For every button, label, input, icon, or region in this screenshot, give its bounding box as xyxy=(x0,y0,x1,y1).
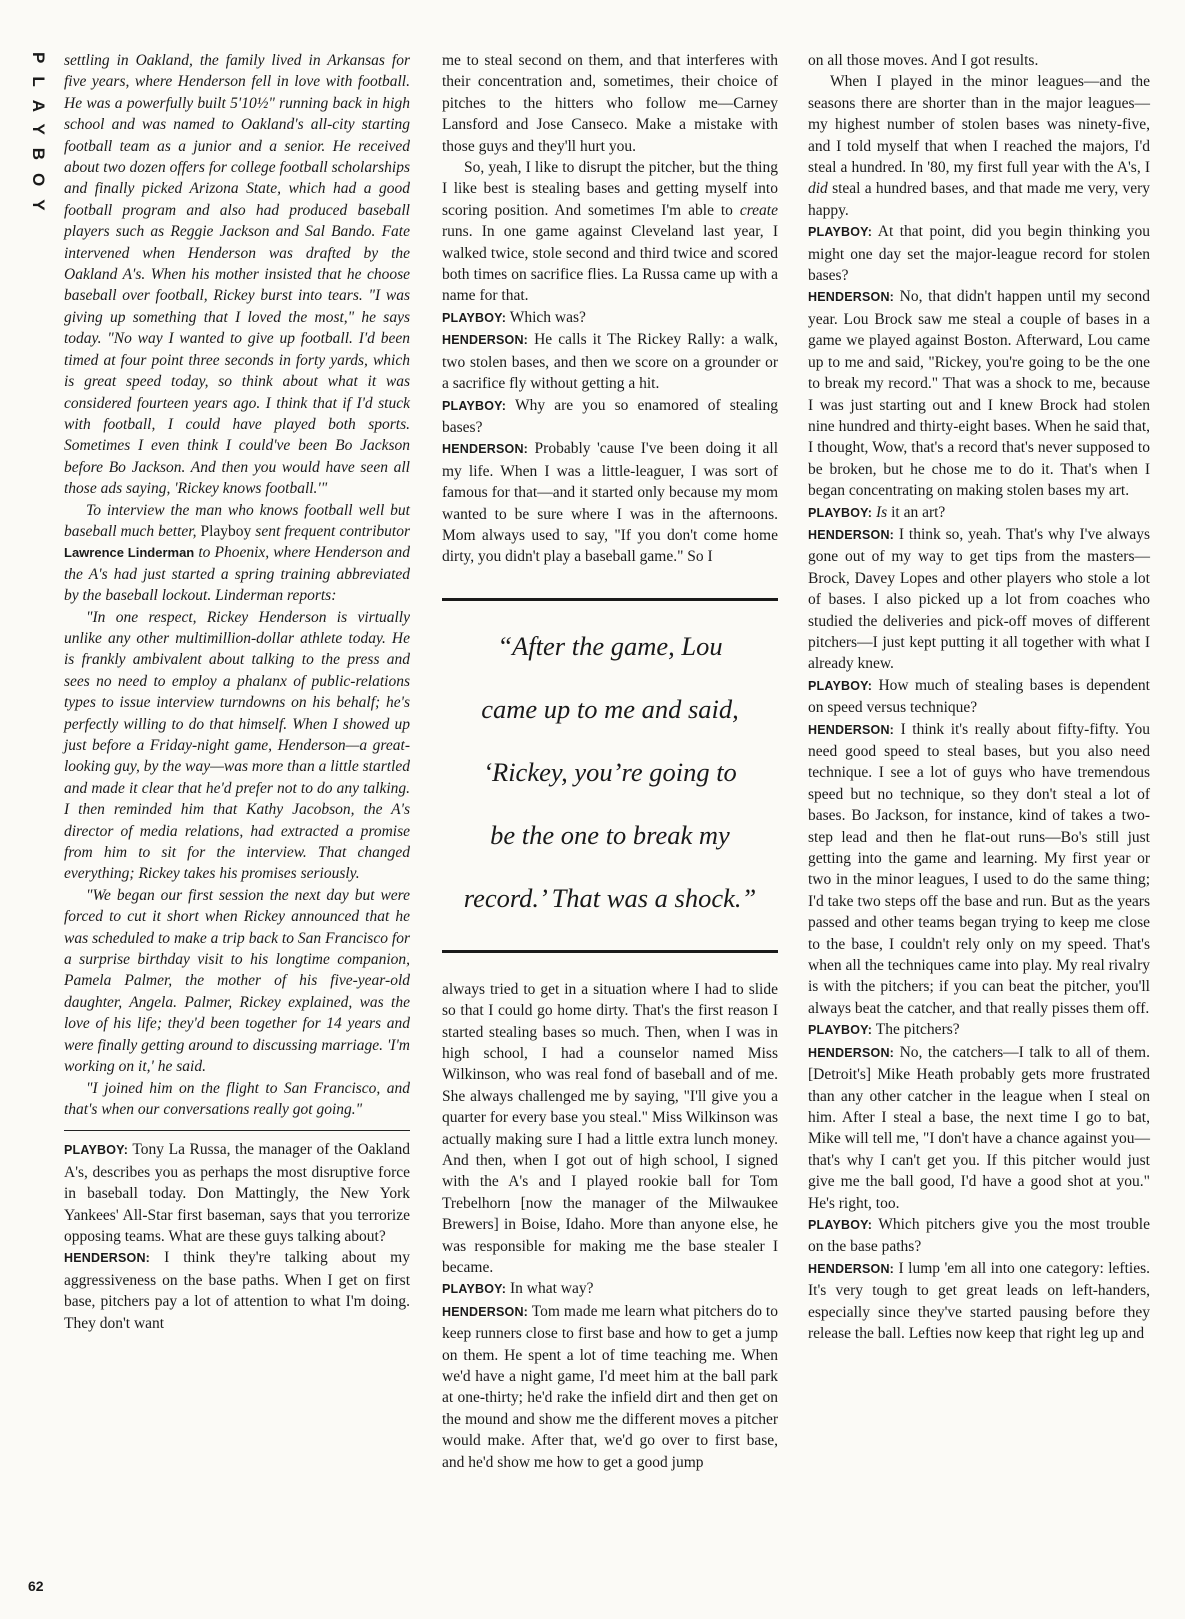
interview-answer: me to steal second on them, and that interferes with their concentration and, sometimes, their choice of pitches to the hitters who follow me—Carney Lansford and Jose Canseco. Make a mistake with those guys and they'll hurt you. xyxy=(442,52,778,155)
intro-paragraph: "We began our first session the next day but were forced to cut it short when Rickey announced that he was scheduled to make a trip back to San Francisco for a surprise birthday visit to his longtime companion, Pamela Palmer, the mother of his five-year-old daughter, Angela. Palmer, Rickey explained, was the love of his life; they'd been together for 14 years and were finally getting around to discussing marriage. 'I'm working on it,' he said. xyxy=(64,886,410,1076)
speaker-label: HENDERSON: xyxy=(808,1261,895,1276)
speaker-label: PLAYBOY: xyxy=(808,1023,873,1038)
speaker-label: HENDERSON: xyxy=(808,722,895,737)
interview-answer: HENDERSON: No, the catchers—I talk to all of them. [Detroit's] Mike Heath probably gets more frustrated than any other catcher in the league when I steal on him. After I steal a base, the next time I go to bat, Mike will tell me, "I don't have a chance against you—that's why I can't get you. If this pitcher would just give me the ball good, I'd have a good shot at you." He's right, too. xyxy=(808,1043,1150,1212)
pull-quote-line: record.’ That was a shock.” xyxy=(463,882,757,913)
interview-question: PLAYBOY: How much of stealing bases is dependent on speed versus technique? xyxy=(808,676,1150,717)
interview-question: PLAYBOY: Is it an art? xyxy=(808,503,946,521)
speaker-label: HENDERSON: xyxy=(442,1304,529,1319)
interview-answer: always tried to get in a situation where I had to slide so that I could go home dirty. That's the first reason I started stealing bases so much. Then, when I was in high school, I had a counselor named Miss Wilkinson, who was real fond of baseball and of me. She always challenged me by saying, "I'll give you a quarter for every base you steal." Miss Wilkinson was actually making sure I had a little extra lunch money. And then, when I got out of high school, I signed with the A's and I played rookie ball for Tom Trebelhorn [now the manager of the Milwaukee Brewers] in Boise, Idaho. More than anyone else, he was responsible for making me the base stealer I became. xyxy=(442,980,778,1277)
interview-answer: HENDERSON: No, that didn't happen until my second year. Lou Brock saw me steal a couple of bases in a game we played against Boston. Afterward, Lou came up to me and said, "Rickey, you're going to be the one to break my record." That was a shock to me, because I was just starting out and I knew Brock had stolen nine hundred and thirty-eight bases. When he said that, I thought, Wow, that's a record that's never supposed to be broken, but he chose me to do it. That's when I began concentrating on making stolen bases my art. xyxy=(808,288,1150,500)
interview-answer: HENDERSON: I lump 'em all into one category: lefties. It's very tough to get great leads on left-handers, especially since they've started pausing before they release the ball. Lefties now keep that right leg up and xyxy=(808,1259,1150,1342)
speaker-label: HENDERSON: xyxy=(64,1251,151,1266)
speaker-label: PLAYBOY: xyxy=(442,310,507,325)
intro-paragraph: "I joined him on the flight to San Francisco, and that's when our conversations really got going." xyxy=(64,1079,410,1118)
pull-quote-line: “After the game, Lou xyxy=(497,630,723,661)
pull-quote-line: be the one to break my xyxy=(490,819,730,850)
speaker-label: PLAYBOY: xyxy=(442,398,507,413)
interview-question: PLAYBOY: At that point, did you begin thinking you might one day set the major-league record for stolen bases? xyxy=(808,223,1150,285)
column-1 xyxy=(64,50,410,1334)
page-number: 62 xyxy=(28,1578,44,1594)
intro-paragraph: To interview the man who knows football well but baseball much better, Playboy sent frequent contributor Lawrence Linderman to Phoenix, where Henderson and the A's had just started a spring training abbreviated by the baseball lockout. Linderman reports: xyxy=(64,501,410,605)
interview-answer: So, yeah, I like to disrupt the pitcher, but the thing I like best is stealing bases and getting myself into scoring position. And sometimes I'm able to create runs. In one game against Cleveland last year, I walked twice, stole second and third twice and scored both times on sacrifice flies. La Russa came up with a name for that. xyxy=(442,159,778,305)
column-2 xyxy=(442,50,778,1473)
interview-answer: HENDERSON: I think they're talking about my aggressiveness on the base paths. When I get on first base, pitchers pay a lot of attention to what I'm doing. They don't want xyxy=(64,1249,410,1332)
magazine-name: PLAYBOY xyxy=(29,52,48,224)
column-3 xyxy=(808,50,1150,1344)
pull-quote-line: came up to me and said, xyxy=(481,693,739,724)
intro-paragraph: "In one respect, Rickey Henderson is virtually unlike any other multimillion-dollar athlete today. He is frankly ambivalent about talking to the press and sees no need to employ a phalanx of public-relations types to issue interview turndowns on his behalf; he's perfectly willing to do that himself. When I showed up just before a Friday-night game, Henderson—a great-looking guy, by the way—was more than a little startled and made it clear that he'd prefer not to do any talking. I then reminded him that Kathy Jacobson, the A's director of media relations, had extracted a promise from him to sit for the interview. That changed everything; Rickey takes his promises seriously. xyxy=(64,608,410,883)
interview-answer: HENDERSON: I think it's really about fifty-fifty. You need good speed to steal bases, but you also need technique. I see a lot of guys who have tremendous speed but no technique, so they don't steal a lot of bases. Bo Jackson, for instance, kind of takes a two-step lead and then he flat-out runs—Bo's still just getting into the game and learning. My first year or two in the minor leagues, I used to do the same thing; I'd take two steps off the base and run. But as the years passed and other teams began trying to keep me close to the base, I couldn't rely only on my speed. That's when all the techniques came into play. My real rivalry is with the pitchers; if you can beat the pitcher, you'll always beat the catcher, and that really pisses them off. xyxy=(808,720,1150,1017)
pull-quote-line: ‘Rickey, you’re going to xyxy=(483,756,737,787)
interview-answer: When I played in the minor leagues—and the seasons there are shorter than in the major leagues—my highest number of stolen bases was ninety-five, and I told myself that when I reached the majors, I'd steal a hundred. In '80, my first full year with the A's, I did steal a hundred bases, and that made me very, very happy. xyxy=(808,73,1150,219)
pull-quote xyxy=(442,598,778,953)
interview-question: PLAYBOY: Why are you so enamored of stealing bases? xyxy=(442,396,778,436)
speaker-label: PLAYBOY: xyxy=(808,678,873,693)
speaker-label: PLAYBOY: xyxy=(442,1282,507,1297)
interview-question: PLAYBOY: Which pitchers give you the most trouble on the base paths? xyxy=(808,1215,1150,1256)
speaker-label: HENDERSON: xyxy=(808,527,895,542)
section-divider xyxy=(64,1130,410,1131)
speaker-label: HENDERSON: xyxy=(442,333,529,348)
speaker-label: HENDERSON: xyxy=(808,1045,895,1060)
interview-answer: HENDERSON: He calls it The Rickey Rally: a walk, two stolen bases, and then we score on a grounder or a sacrifice fly without getting a hit. xyxy=(442,331,778,393)
interview-answer: HENDERSON: I think so, yeah. That's why I've always gone out of my way to get tips from the masters—Brock, Davey Lopes and other players who stole a lot of bases. I also picked up a lot from coaches who studied the deliveries and pick-off moves of different pitchers—I just kept putting it all together with what I already knew. xyxy=(808,525,1150,673)
author-byline: Lawrence Linderman xyxy=(64,545,195,561)
interview-question: PLAYBOY: In what way? xyxy=(442,1280,594,1298)
interview-answer: HENDERSON: Probably 'cause I've been doing it all my life. When I was a little-leaguer, I was sort of famous for that—and it started only because my mom wanted to be sure where I was in the afternoons. Mom always used to say, "If you don't come home dirty, you didn't play a baseball game." So I xyxy=(442,440,778,566)
interview-answer: HENDERSON: Tom made me learn what pitchers do to keep runners close to first base and how to get a jump on them. He spent a lot of time teaching me. When we'd have a night game, I'd meet him at the ball park at one-thirty; he'd rake the infield dirt and then get on the mound and show me the different moves a pitcher would make. After that, we'd go over to first base, and he'd show me how to get a good jump xyxy=(442,1302,778,1471)
interview-question: PLAYBOY: The pitchers? xyxy=(808,1021,960,1039)
interview-answer: on all those moves. And I got results. xyxy=(808,52,1039,69)
interview-question: PLAYBOY: Tony La Russa, the manager of the Oakland A's, describes you as perhaps the most disruptive force in baseball today. Don Mattingly, the New York Yankees' All-Star first baseman, says that you terrorize opposing teams. What are these guys talking about? xyxy=(64,1141,410,1245)
speaker-label: PLAYBOY: xyxy=(808,505,873,520)
intro-paragraph: settling in Oakland, the family lived in Arkansas for five years, where Henderson fell in love with football. He was a powerfully built 5'10½" running back in high school and was named to Oakland's all-city starting football team as a junior and a senior. He received about two dozen offers for college football scholarships and finally picked Arizona State, which had a good football program and also had produced baseball players such as Reggie Jackson and Sal Bando. Fate intervened when Henderson was drafted by the Oakland A's. When his mother insisted that he choose baseball over football, Rickey burst into tears. "I was giving up something that I loved the most," he says today. "No way I wanted to give up football. I'd been timed at four point three seconds in forty yards, which is great speed today, so think about what it was considered fourteen years ago. I think that if I'd stuck with football, I could have played both sports. Sometimes I even think I could've been Bo Jackson before Bo Jackson. And then you would have seen all those ads saying, 'Rickey knows football.'" xyxy=(64,52,410,498)
speaker-label: PLAYBOY: xyxy=(64,1143,129,1158)
interview-question: PLAYBOY: Which was? xyxy=(442,308,586,326)
speaker-label: HENDERSON: xyxy=(442,442,529,457)
speaker-label: PLAYBOY: xyxy=(808,1217,873,1232)
magazine-spine-title xyxy=(26,52,52,352)
speaker-label: HENDERSON: xyxy=(808,290,895,305)
speaker-label: PLAYBOY: xyxy=(808,225,873,240)
